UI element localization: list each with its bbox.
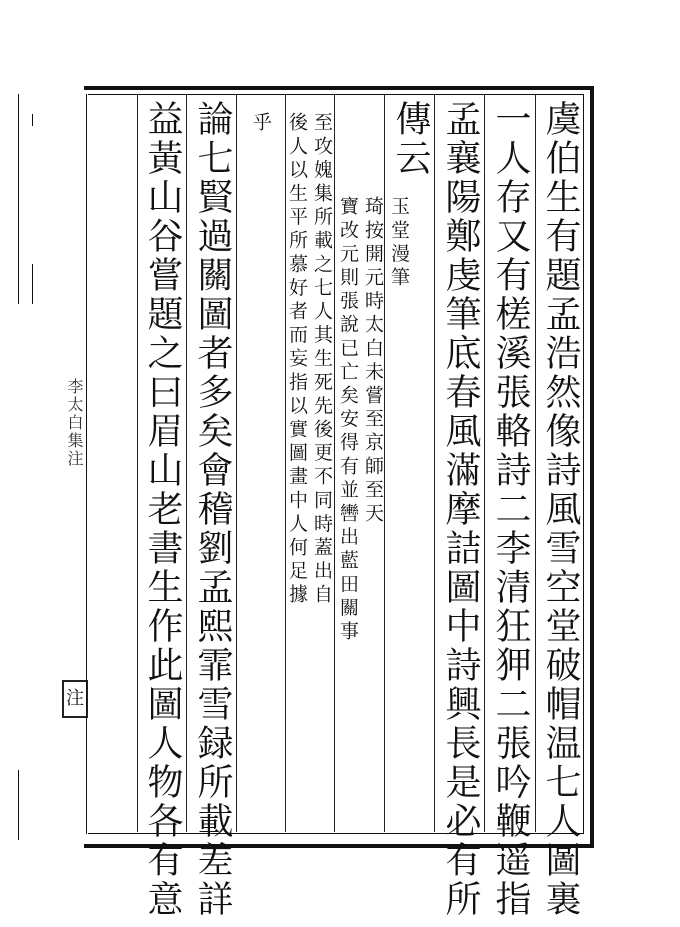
text-column-8: 乎 <box>250 112 272 136</box>
text-column-4-heading: 傳云 <box>390 100 431 178</box>
text-column-6: 至攻媿集所載之七人其生死先後更不同時蓋出自 <box>311 112 333 608</box>
column-rule <box>186 94 187 832</box>
text-column-4-note: 琦按開元時太白未嘗至京師至天 <box>362 196 384 527</box>
text-column-7: 後人以生平所慕好者而妄指以實圖畫中人何足據 <box>286 112 308 608</box>
text-column-1: 虞伯生有題孟浩然像詩風雪空堂破帽温七人圖裏 <box>540 100 581 919</box>
text-column-5: 寶改元則張說已亡矣安得有並轡出藍田關事 <box>337 196 359 645</box>
page-frame-left-rule <box>86 94 87 834</box>
gutter-fragment-bottom <box>4 770 44 840</box>
column-rule <box>434 94 435 832</box>
column-rule <box>535 94 536 832</box>
text-column-10: 益黃山谷嘗題之曰眉山老書生作此圖人物各有意 <box>142 100 183 919</box>
margin-page-mark: 注 <box>62 680 88 718</box>
text-column-3: 孟襄陽鄭虔筆底春風滿摩詰圖中詩興長是必有所 <box>440 100 481 919</box>
column-rule <box>236 94 237 832</box>
column-rule <box>384 94 385 832</box>
margin-title: 李太白集注 <box>65 378 84 468</box>
text-column-2: 一人存又有槎溪張輅詩二李清狂狎二張吟鞭遥指 <box>490 100 531 919</box>
gutter-fragment-top <box>4 94 44 304</box>
column-rule <box>137 94 138 832</box>
text-column-4-note-title: 玉堂漫筆 <box>388 196 410 291</box>
column-rule <box>484 94 485 832</box>
column-rule <box>334 94 335 832</box>
text-column-9: 論七賢過關圖者多矣會稽劉孟熙霏雪録所載差詳 <box>192 100 233 919</box>
